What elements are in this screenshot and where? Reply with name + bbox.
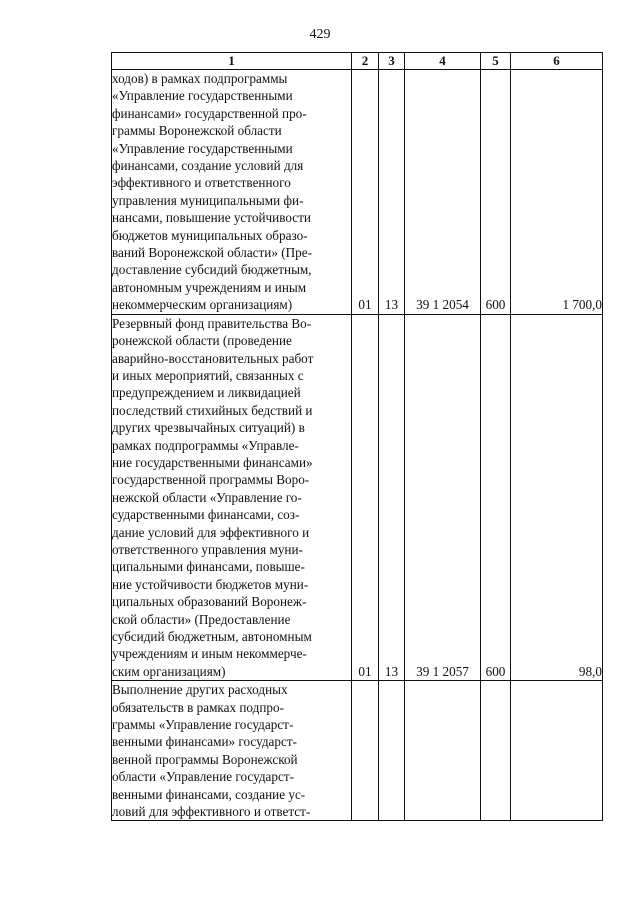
row-description [112,314,352,681]
table-row [112,681,603,821]
description-line: финансами, создание условий для [112,158,304,174]
description-line: последствий стихийных бедствий и [112,402,313,418]
description-line: предупреждением и ликвидацией [112,385,301,401]
description-line: ние устойчивости бюджетов муни- [112,576,309,592]
description-line: ципальными финансами, повыше- [112,559,305,575]
description-line: граммы «Управление государст- [112,717,294,733]
section-code: 01 [352,70,379,315]
description-line: субсидий бюджетным, автономным [112,629,312,644]
table-row [112,314,603,681]
description-line: ваний Воронежской области» (Пре- [112,245,313,261]
description-line: сударственными финансами, соз- [112,507,300,523]
section-code [352,681,379,821]
page-number: 429 [309,27,331,42]
description-line: нежской области «Управление го- [112,489,302,505]
header-row [112,53,603,70]
column-header-2: 2 [352,53,379,70]
budget-table [111,52,603,821]
column-header-5: 5 [481,53,511,70]
column-header-1: 1 [112,53,352,70]
row-description [112,70,352,315]
description-line: ние государственными финансами» [112,454,313,470]
description-line: венными финансами» государст- [112,734,298,750]
subsection-code: 13 [379,70,405,315]
description-line: «Управление государственными [112,88,293,104]
description-line: ронежской области (проведение [112,333,292,349]
description-line: граммы Воронежской области [112,123,282,139]
description-line: Выполнение других расходных [112,682,288,698]
description-line: и иных мероприятий, связанных с [112,367,304,383]
description-line: ской области» (Предоставление [112,611,291,627]
target-article-code: 39 1 2054 [405,70,481,315]
description-line: государственной программы Воро- [112,472,310,488]
description-line: эффективного и ответственного [112,175,291,191]
section-code: 01 [352,314,379,681]
description-line: финансами» государственной про- [112,105,307,121]
description-line: ципальных образований Воронеж- [112,594,307,610]
description-line: Резервный фонд правительства Во- [112,315,312,331]
table-row [112,70,603,315]
description-line: венной программы Воронежской [112,751,298,767]
amount-value: 1 700,0 [511,70,603,315]
subsection-code: 13 [379,314,405,681]
description-line: области «Управление государст- [112,769,295,785]
description-line: венными финансами, создание ус- [112,786,306,802]
subsection-code [379,681,405,821]
description-line: доставление субсидий бюджетным, [112,262,312,278]
description-line: других чрезвычайных ситуаций) в [112,420,305,436]
description-line: аварийно-восстановительных работ [112,350,314,366]
column-header-3: 3 [379,53,405,70]
description-line: обязательств в рамках подпро- [112,699,284,715]
row-description [112,681,352,821]
target-article-code [405,681,481,821]
description-line: некоммерческим организациям) [112,297,293,313]
column-header-6: 6 [511,53,603,70]
description-line: дание условий для эффективного и [112,524,310,540]
description-line: «Управление государственными [112,140,293,156]
description-line: ским организациям) [112,663,226,679]
amount-value: 98,0 [511,314,603,681]
description-line: ответственного управления муни- [112,541,303,557]
expense-type-code: 600 [481,70,511,315]
column-header-4: 4 [405,53,481,70]
description-line: ходов) в рамках подпрограммы [112,71,288,86]
amount-value [511,681,603,821]
description-line: ловий для эффективного и ответст- [112,804,311,820]
description-line: автономным учреждениям и иным [112,279,307,295]
description-line: управления муниципальными фи- [112,192,304,208]
description-line: учреждениям и иным некоммерче- [112,646,307,662]
description-line: бюджетов муниципальных образо- [112,227,308,243]
description-line: нансами, повышение устойчивости [112,210,311,226]
target-article-code: 39 1 2057 [405,314,481,681]
expense-type-code: 600 [481,314,511,681]
expense-type-code [481,681,511,821]
description-line: рамках подпрограммы «Управле- [112,437,299,453]
